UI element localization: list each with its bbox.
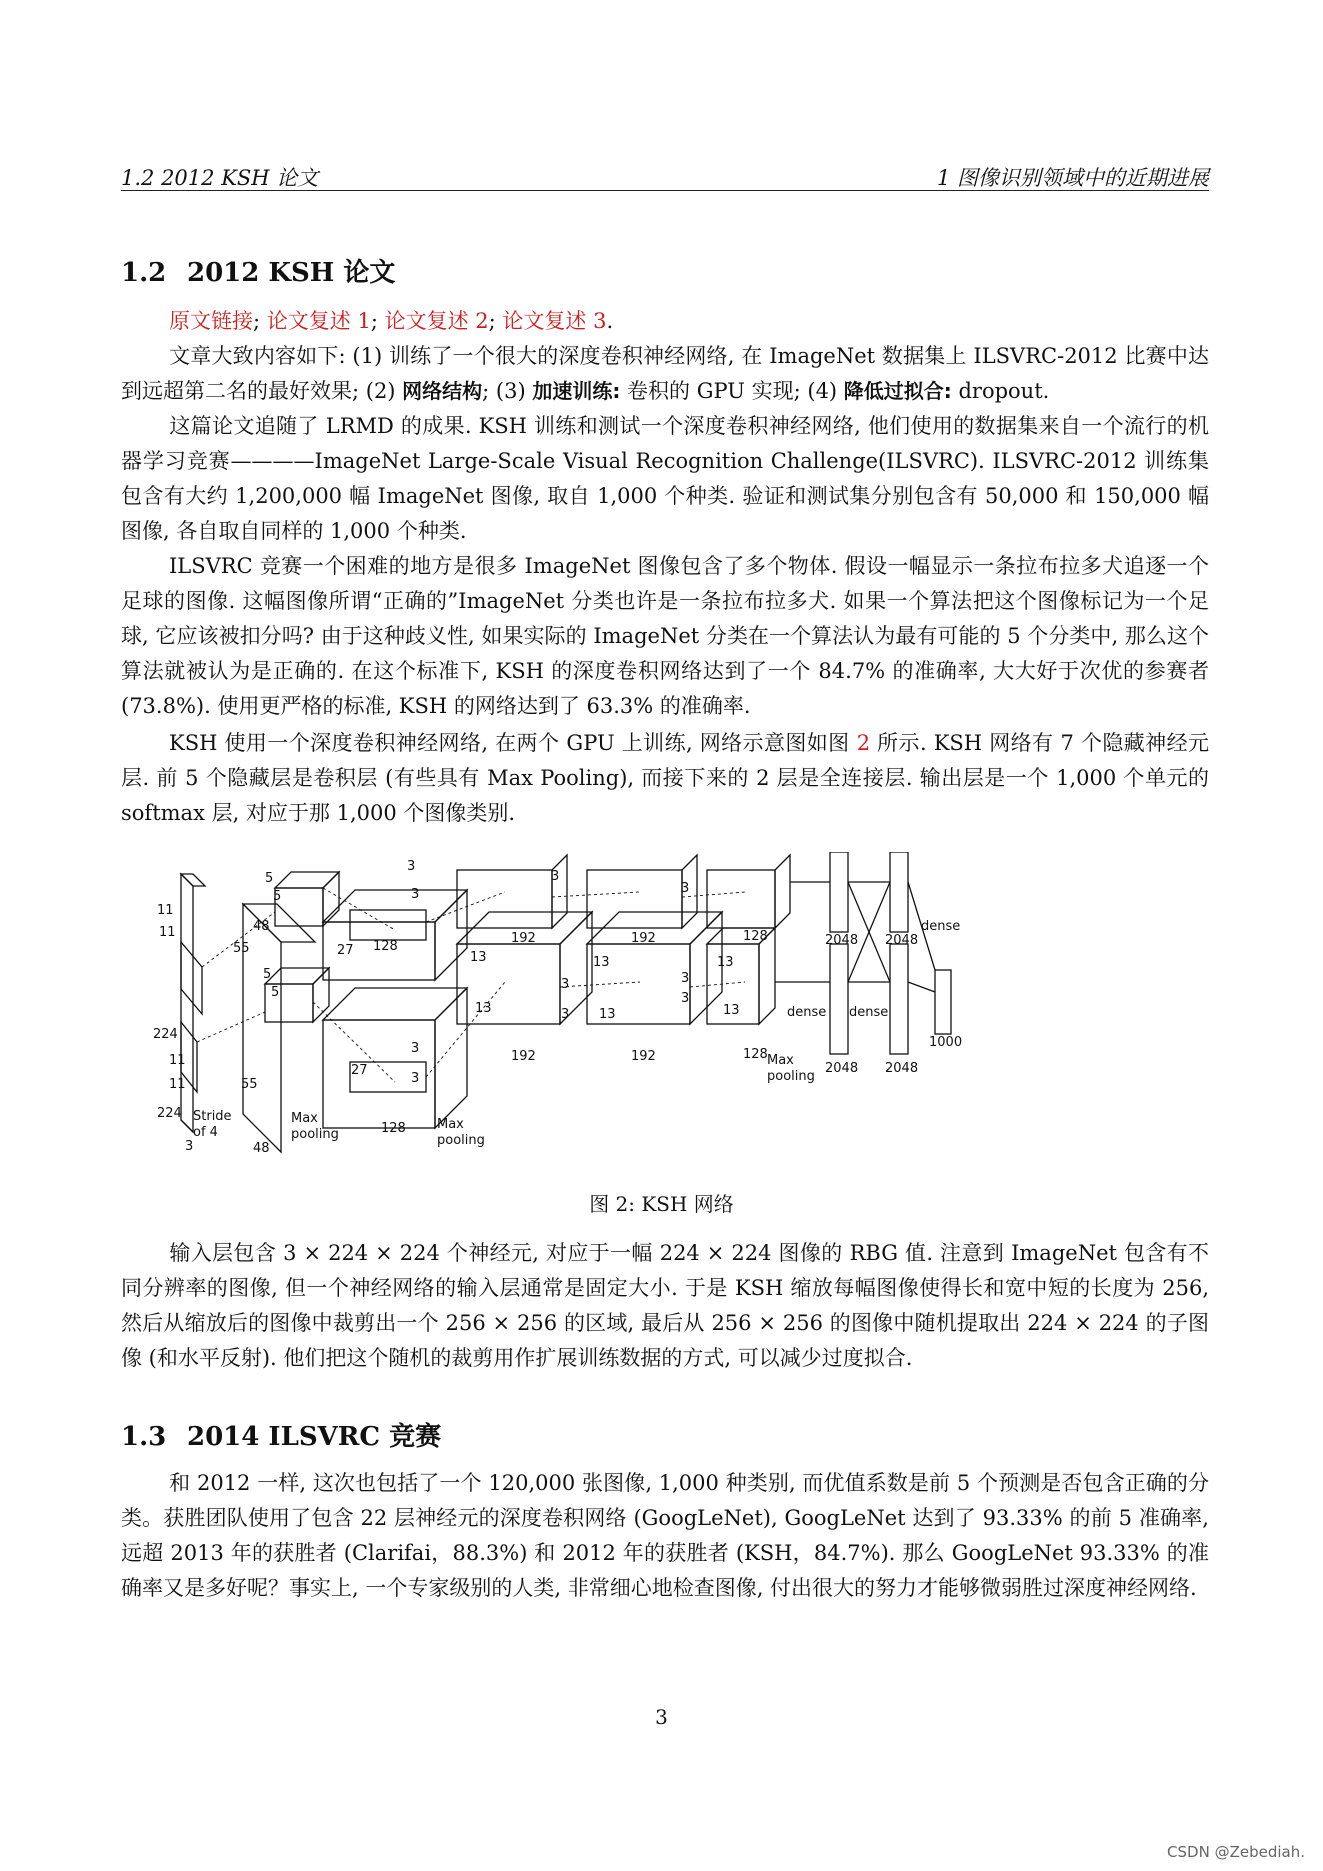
- label-192: 192: [511, 1049, 536, 1064]
- label-pooling: pooling: [767, 1069, 815, 1084]
- label-2048: 2048: [825, 1061, 859, 1076]
- figure-caption: 图 2: KSH 网络: [589, 1192, 734, 1216]
- label-3: 3: [681, 991, 690, 1006]
- label-3: 3: [411, 887, 420, 902]
- link-review-1[interactable]: 论文复述 1: [266, 309, 371, 333]
- section-number: 1.3: [121, 1422, 167, 1452]
- text-run: 卷积的 GPU 实现; (4): [620, 379, 844, 403]
- label-3: 3: [561, 977, 570, 992]
- label-192: 192: [631, 931, 656, 946]
- label-3: 3: [411, 1041, 420, 1056]
- section-heading-1-3: [121, 1416, 441, 1453]
- text-run: ; (3): [482, 379, 533, 403]
- section-title: 2014 ILSVRC 竞赛: [187, 1422, 442, 1452]
- label-1000: 1000: [929, 1035, 963, 1050]
- label-13: 13: [723, 1003, 740, 1018]
- label-11: 11: [169, 1077, 186, 1092]
- links-line: [121, 304, 1209, 339]
- running-header-right: 1 图像识别领域中的近期进展: [936, 166, 1209, 190]
- label-192: 192: [511, 931, 536, 946]
- section-heading-1-2: [121, 252, 395, 289]
- link-separator: ;: [253, 309, 267, 333]
- label-3: 3: [681, 881, 690, 896]
- label-192: 192: [631, 1049, 656, 1064]
- running-header-left: 1.2 2012 KSH 论文: [121, 166, 319, 190]
- label-3: 3: [407, 859, 416, 874]
- page-number: 3: [655, 1705, 668, 1729]
- paragraph-input-layer: [121, 1236, 1209, 1376]
- label-13: 13: [475, 1001, 492, 1016]
- bold-speed-training: 加速训练:: [532, 379, 621, 403]
- label-128: 128: [373, 939, 398, 954]
- label-2048: 2048: [885, 933, 919, 948]
- label-128: 128: [381, 1121, 406, 1136]
- input-slab-side: [181, 874, 193, 1132]
- label-13: 13: [593, 955, 610, 970]
- text-run: 这篇论文追随了 LRMD 的成果. KSH 训练和测试一个深度卷积神经网络, 他们使用的数据集来自一个流行的机器学习竞赛————ImageNet Large-Scale Visual Recognition Challenge(ILSVRC). ILSVRC-2012 训练集包含有大约 1,200,000 幅 ImageNet 图像, 取自 1,000 个种类. 验证和测试集分别包含有 50,000 和 150,000 幅图像, 各自取自同样的 1,000 个种类.: [121, 414, 1209, 543]
- label-13: 13: [470, 950, 487, 965]
- section-title: 2012 KSH 论文: [187, 258, 396, 288]
- paragraph-summary: [121, 339, 1209, 409]
- text-run: 所示. KSH 网络有 7 个隐藏神经元层. 前 5 个隐藏层是卷积层 (有些具有 Max Pooling), 而接下来的 2 层是全连接层. 输出层是一个 1,000 个单元的 softmax 层, 对应于那 1,000 个图像类别.: [121, 731, 1209, 825]
- label-13: 13: [717, 955, 734, 970]
- watermark: CSDN @Zebediah.: [1167, 1843, 1305, 1861]
- text-run: 文章大致内容如下: (1) 训练了一个很大的深度卷积神经网络, 在 ImageNet 数据集上 ILSVRC-2012 比赛中达到远超第二名的最好效果; (2): [121, 344, 1209, 403]
- label-27: 27: [337, 943, 354, 958]
- bold-network-structure: 网络结构: [402, 379, 483, 403]
- label-pooling: pooling: [291, 1127, 339, 1142]
- text-run: 和 2012 一样, 这次也包括了一个 120,000 张图像, 1,000 种类别, 而优值系数是前 5 个预测是否包含正确的分类。获胜团队使用了包含 22 层神经元的深度卷积网络 (GoogLeNet), GoogLeNet 达到了 93.33% 的前 5 准确率, 远超 2013 年的获胜者 (Clarifai，88.3%) 和 2012 年的获胜者 (KSH，84.7%). 那么 GoogLeNet 93.33% 的准确率又是多好呢？事实上, 一个专家级别的人类, 非常细心地检查图像, 付出很大的努力才能够微弱胜过深度神经网络.: [121, 1471, 1209, 1600]
- label-5: 5: [263, 967, 272, 982]
- section-number: 1.2: [121, 258, 167, 288]
- link-review-2[interactable]: 论文复述 2: [384, 309, 489, 333]
- label-48: 48: [253, 1141, 270, 1156]
- figure-ref-link[interactable]: 2: [856, 731, 871, 755]
- link-separator: ;: [370, 309, 385, 333]
- label-of-4: of 4: [193, 1125, 218, 1140]
- link-end: .: [606, 309, 614, 333]
- text-run: 输入层包含 3 × 224 × 224 个神经元, 对应于一幅 224 × 224 图像的 RBG 值. 注意到 ImageNet 包含有不同分辨率的图像, 但一个神经网络的输入层通常是固定大小. 于是 KSH 缩放每幅图像使得长和宽中短的长度为 256, 然后从缩放后的图像中裁剪出一个 256 × 256 的区域, 最后从 256 × 256 的图像中随机提取出 224 × 224 的子图像 (和水平反射). 他们把这个随机的裁剪用作扩展训练数据的方式, 可以减少过度拟合.: [121, 1241, 1209, 1370]
- label-11: 11: [157, 903, 174, 918]
- paragraph-ilsvrc: [121, 549, 1209, 724]
- paragraph-ksh-network: [121, 726, 1209, 831]
- label-stride: Stride: [193, 1109, 232, 1124]
- input-slab-top: [181, 874, 205, 886]
- label-dense: dense: [921, 919, 961, 934]
- label-11: 11: [159, 925, 176, 940]
- link-review-3[interactable]: 论文复述 3: [502, 309, 607, 333]
- label-27: 27: [351, 1063, 368, 1078]
- link-separator: ;: [488, 309, 503, 333]
- paragraph-2014-ilsvrc: [121, 1466, 1209, 1606]
- label-55: 55: [233, 941, 250, 956]
- link-original-paper[interactable]: 原文链接: [169, 309, 253, 333]
- label-max: Max: [437, 1117, 464, 1132]
- label-pooling: pooling: [437, 1133, 485, 1148]
- label-224-vertical: 224: [153, 1027, 178, 1042]
- paragraph-lrmd: [121, 409, 1209, 549]
- text-run: ILSVRC 竞赛一个困难的地方是很多 ImageNet 图像包含了多个物体. 假设一幅显示一条拉布拉多犬追逐一个足球的图像. 这幅图像所谓“正确的”ImageNet 分类也许是一条拉布拉多犬. 如果一个算法把这个图像标记为一个足球, 它应该被扣分吗? 由于这种歧义性, 如果实际的 ImageNet 分类在一个算法认为最有可能的 5 个分类中, 那么这个算法就被认为是正确的. 在这个标准下, KSH 的深度卷积网络达到了一个 84.7% 的准确率, 大大好于次优的参赛者 (73.8%). 使用更严格的标准, KSH 的网络达到了 63.3% 的准确率.: [121, 554, 1209, 718]
- label-11: 11: [169, 1053, 186, 1068]
- text-run: KSH 使用一个深度卷积神经网络, 在两个 GPU 上训练, 网络示意图如图: [169, 731, 857, 755]
- ksh-network-figure: [145, 852, 1155, 1162]
- label-48: 48: [253, 919, 270, 934]
- label-3-channels: 3: [185, 1139, 194, 1154]
- label-max: Max: [767, 1053, 794, 1068]
- label-3: 3: [561, 1007, 570, 1022]
- network-diagram: [145, 852, 1155, 1162]
- label-max: Max: [291, 1111, 318, 1126]
- label-3: 3: [551, 869, 560, 884]
- text-run: dropout.: [951, 379, 1050, 403]
- label-2048: 2048: [825, 933, 859, 948]
- label-dense: dense: [849, 1005, 889, 1020]
- label-dense: dense: [787, 1005, 827, 1020]
- label-5: 5: [273, 889, 282, 904]
- label-224-horizontal: 224: [157, 1106, 182, 1121]
- label-3: 3: [411, 1071, 420, 1086]
- label-3: 3: [681, 971, 690, 986]
- bold-reduce-overfitting: 降低过拟合:: [843, 379, 952, 403]
- label-128: 128: [743, 1047, 768, 1062]
- label-5: 5: [271, 985, 280, 1000]
- label-128: 128: [743, 929, 768, 944]
- label-5: 5: [265, 871, 274, 886]
- label-55: 55: [241, 1077, 258, 1092]
- label-13: 13: [599, 1007, 616, 1022]
- running-header: [121, 160, 1209, 191]
- label-2048: 2048: [885, 1061, 919, 1076]
